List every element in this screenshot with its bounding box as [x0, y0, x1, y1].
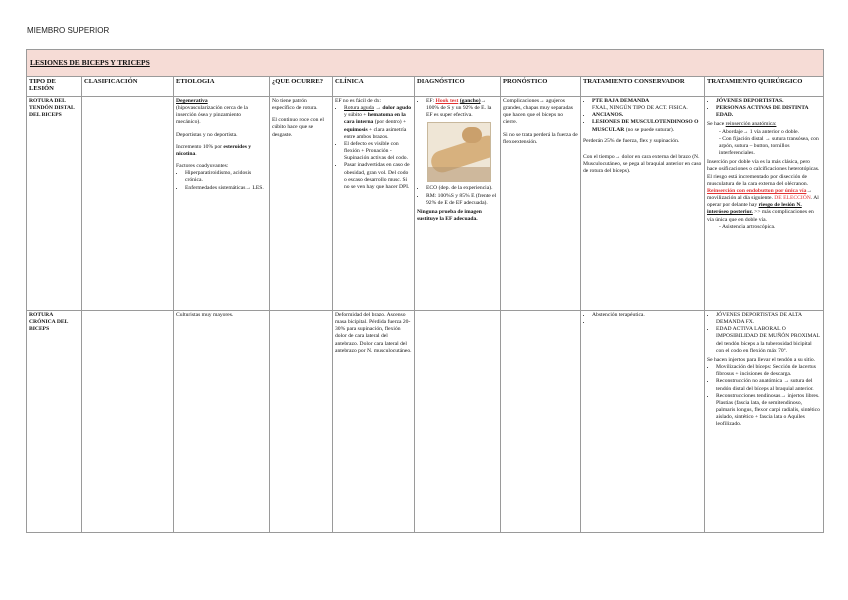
quirurgico-list	[707, 98, 821, 119]
list-item: • PTE BAJA DEMANDA FXAL, NINGÚN TIPO DE ACT. FISICA.	[592, 98, 702, 112]
quirurgico-list	[707, 312, 821, 355]
list-item: • ANCIANOS.	[592, 112, 702, 119]
lesions-table	[26, 49, 824, 533]
diagnostico-list	[417, 98, 498, 119]
diagnostico-note: Ninguna prueba de imagen sustituye la EF adecuada.	[417, 208, 482, 223]
row-type-label: ROTURA CRÓNICA DEL BICEPS	[27, 311, 82, 533]
header-clinica: CLÍNICA	[333, 77, 415, 97]
list-item: • Rotura aguda → dolor agudo y súbito + hematoma en la cara interna (por dentro) + equimosis + clara asimetría entre ambos brazos.	[344, 105, 412, 141]
header-quirurgico: TRATAMIENTO QUIRÚRGICO	[705, 77, 824, 97]
clinica-intro: EF no es fácil de dx:	[335, 98, 382, 104]
quirurgico-dash-list-2	[707, 224, 821, 231]
etiologia-list	[176, 170, 267, 191]
clinica-cell: Deformidad del brazo. Ascenso masa bicipital. Pérdida fuerza 20-30% para supinación, flexión dolor de cara lateral del antebrazo. Dolor cara lateral del antebrazo por N. musculocutáneo.	[333, 311, 415, 533]
header-pronostico: PRONÓSTICO	[501, 77, 581, 97]
list-item: • PERSONAS ACTIVAS DE DISTINTA EDAD.	[716, 105, 821, 119]
etiologia-degenerativa: Degenerativa	[176, 98, 208, 104]
quirurgico-p1: Se hacen injertos para llevar el tendón a su sitio.	[707, 356, 816, 363]
conservador-cell	[581, 311, 705, 533]
header-clasificacion: CLASIFICACIÓN	[82, 77, 174, 97]
etiologia-cell: Culturistas muy mayores.	[174, 311, 270, 533]
list-item: • Reconstrucción no anatómica → sutura del tendón distal del bíceps al braquial anterior.	[716, 378, 821, 392]
list-item: • ECO (dep. de la experiencia).	[426, 185, 498, 192]
table-title-cell	[27, 50, 824, 77]
pronostico-cell	[501, 97, 581, 311]
diagnostico-cell	[415, 311, 501, 533]
header-que-ocurre: ¿QUE OCURRE?	[270, 77, 333, 97]
etiologia-cell	[174, 97, 270, 311]
quirurgico-p3: Reinserción con endobutton por única vía→ movilización al día siguiente. DE ELECCIÓN. Al operar por delante hay riesgo de lesión N. interóseo posterior. >> más complicaciones en vía única que en doble vía.	[707, 187, 819, 223]
list-item: • El defecto es visible con flexión + Pronación - Supinación activas del codo.	[344, 141, 412, 162]
list-item: • EDAD ACTIVA LABORAL O IMPOSIBILIDAD DE MUÑÓN PROXIMAL del tendón bíceps a la tuberosidad bicipital con el codo en flexión máx 70º.	[716, 326, 821, 355]
pronostico-p1: Complicaciones→ agujeros grandes, chapas muy separadas que hacen que el bíceps no cierre.	[503, 98, 573, 126]
header-etiologia: ETIOLOGIA	[174, 77, 270, 97]
conservador-p2: Con el tiempo→ dolor en cara externa del brazo (N. Musculocutáneo, se pega al braquial anterior en caso de rotura del bíceps).	[583, 153, 702, 175]
list-item: - Abordaje→ 1 vía anterior o doble.	[719, 129, 821, 136]
list-item: • LESIONES DE MUSCULOTENDINOSO O MUSCULAR (no se puede suturar).	[592, 119, 702, 133]
table-row	[27, 97, 824, 311]
table-row	[27, 311, 824, 533]
list-item: • JÓVENES DEPORTISTAS.	[716, 98, 821, 105]
etiologia-desc: (hipovascularización cerca de la inserción ósea y pinzamiento mecánico).	[176, 105, 248, 126]
list-item: • JÓVENES DEPORTISTAS DE ALTA DEMANDA FX.	[716, 312, 821, 326]
diagnostico-cell	[415, 97, 501, 311]
pronostico-cell	[501, 311, 581, 533]
header-conservador: TRATAMIENTO CONSERVADOR	[581, 77, 705, 97]
etiologia-deportistas: Deportistas y no deportista.	[176, 131, 238, 138]
clasificacion-cell	[82, 97, 174, 311]
arm-photo-icon	[427, 122, 491, 182]
clinica-list	[335, 105, 412, 191]
list-item: - Asistencia artroscópica.	[719, 224, 821, 231]
table-title: LESIONES DE BICEPS Y TRICEPS	[30, 57, 150, 67]
list-item: • RM: 100%S y 85% E (frente el 92% de E de EF adecuada).	[426, 193, 498, 207]
page-header: MIEMBRO SUPERIOR	[27, 26, 110, 35]
etiologia-incremento: Incremento 10% por esteroides y nicotina.	[176, 143, 252, 157]
header-row	[27, 77, 824, 97]
row-type-label: ROTURA DEL TENDÓN DISTAL DEL BICEPS	[27, 97, 82, 311]
etiologia-factores: Factores coadyuvantes:	[176, 163, 229, 170]
list-item: • Hiperparatiroidismo, acidosis crónica.	[185, 170, 267, 184]
quirurgico-cell	[705, 311, 824, 533]
que-ocurre-cell	[270, 97, 333, 311]
pronostico-p2: Si no se trata perderá la fuerza de flexoextensión.	[503, 131, 578, 145]
list-item: • Movilización del bíceps: Sección de lacertus fibrosus + incisiones de descarga.	[716, 364, 821, 378]
list-item: • EF: Hook test (gancho)→ 100% de S y un 92% de E. la EF es super efectiva.	[426, 98, 498, 119]
header-tipo: TIPO DE LESIÓN	[27, 77, 82, 97]
quirurgico-cell	[705, 97, 824, 311]
list-item: - Con fijación distal → sutura transósea, con arpón, sutura – button, tornillos interferenciales.	[719, 136, 821, 157]
quirurgico-p2: Inserción por doble vía es la más clásica, pero hace osificaciones o calcificaciones heterotópicas. El riesgo está incrementado por disección de musculatura de la cara externa del olécranon.	[707, 159, 820, 187]
conservador-p1: Perderán 25% de fuerza, flex y supinación.	[583, 137, 680, 144]
diagnostico-list-2	[417, 185, 498, 206]
list-item: • Enfermedades sistemáticas→ LES.	[185, 185, 267, 192]
quirurgico-reinsercion: Se hace reinserción anatómica:	[707, 121, 777, 128]
ocurre-p2: El continuo roce con el cúbito hace que se desgaste.	[272, 117, 324, 138]
list-item: • Pasar inadvertidas en caso de obesidad, gran vol. Del codo o escaso desarrollo musc. Si no se ven hay que hacer DPI.	[344, 162, 412, 191]
ocurre-p1: No tiene patrón específico de rotura.	[272, 98, 318, 112]
list-item	[592, 319, 702, 326]
conservador-list	[583, 98, 702, 134]
quirurgico-list-2	[707, 364, 821, 428]
header-diagnostico: DIAGNÓSTICO	[415, 77, 501, 97]
list-item: • Reconstrucciones tendinosas→ injertos libres. Plastias (fascia lata, de semitendinoso, palmaris longus, flexor carpi radialis, sintético aislado, sintético + fascia lata o Aquiles leofilizado.	[716, 393, 821, 429]
conservador-list	[583, 312, 702, 326]
que-ocurre-cell	[270, 311, 333, 533]
clasificacion-cell	[82, 311, 174, 533]
quirurgico-dash-list	[707, 129, 821, 158]
list-item: • Abstención terapéutica.	[592, 312, 702, 319]
clinica-cell	[333, 97, 415, 311]
conservador-cell	[581, 97, 705, 311]
